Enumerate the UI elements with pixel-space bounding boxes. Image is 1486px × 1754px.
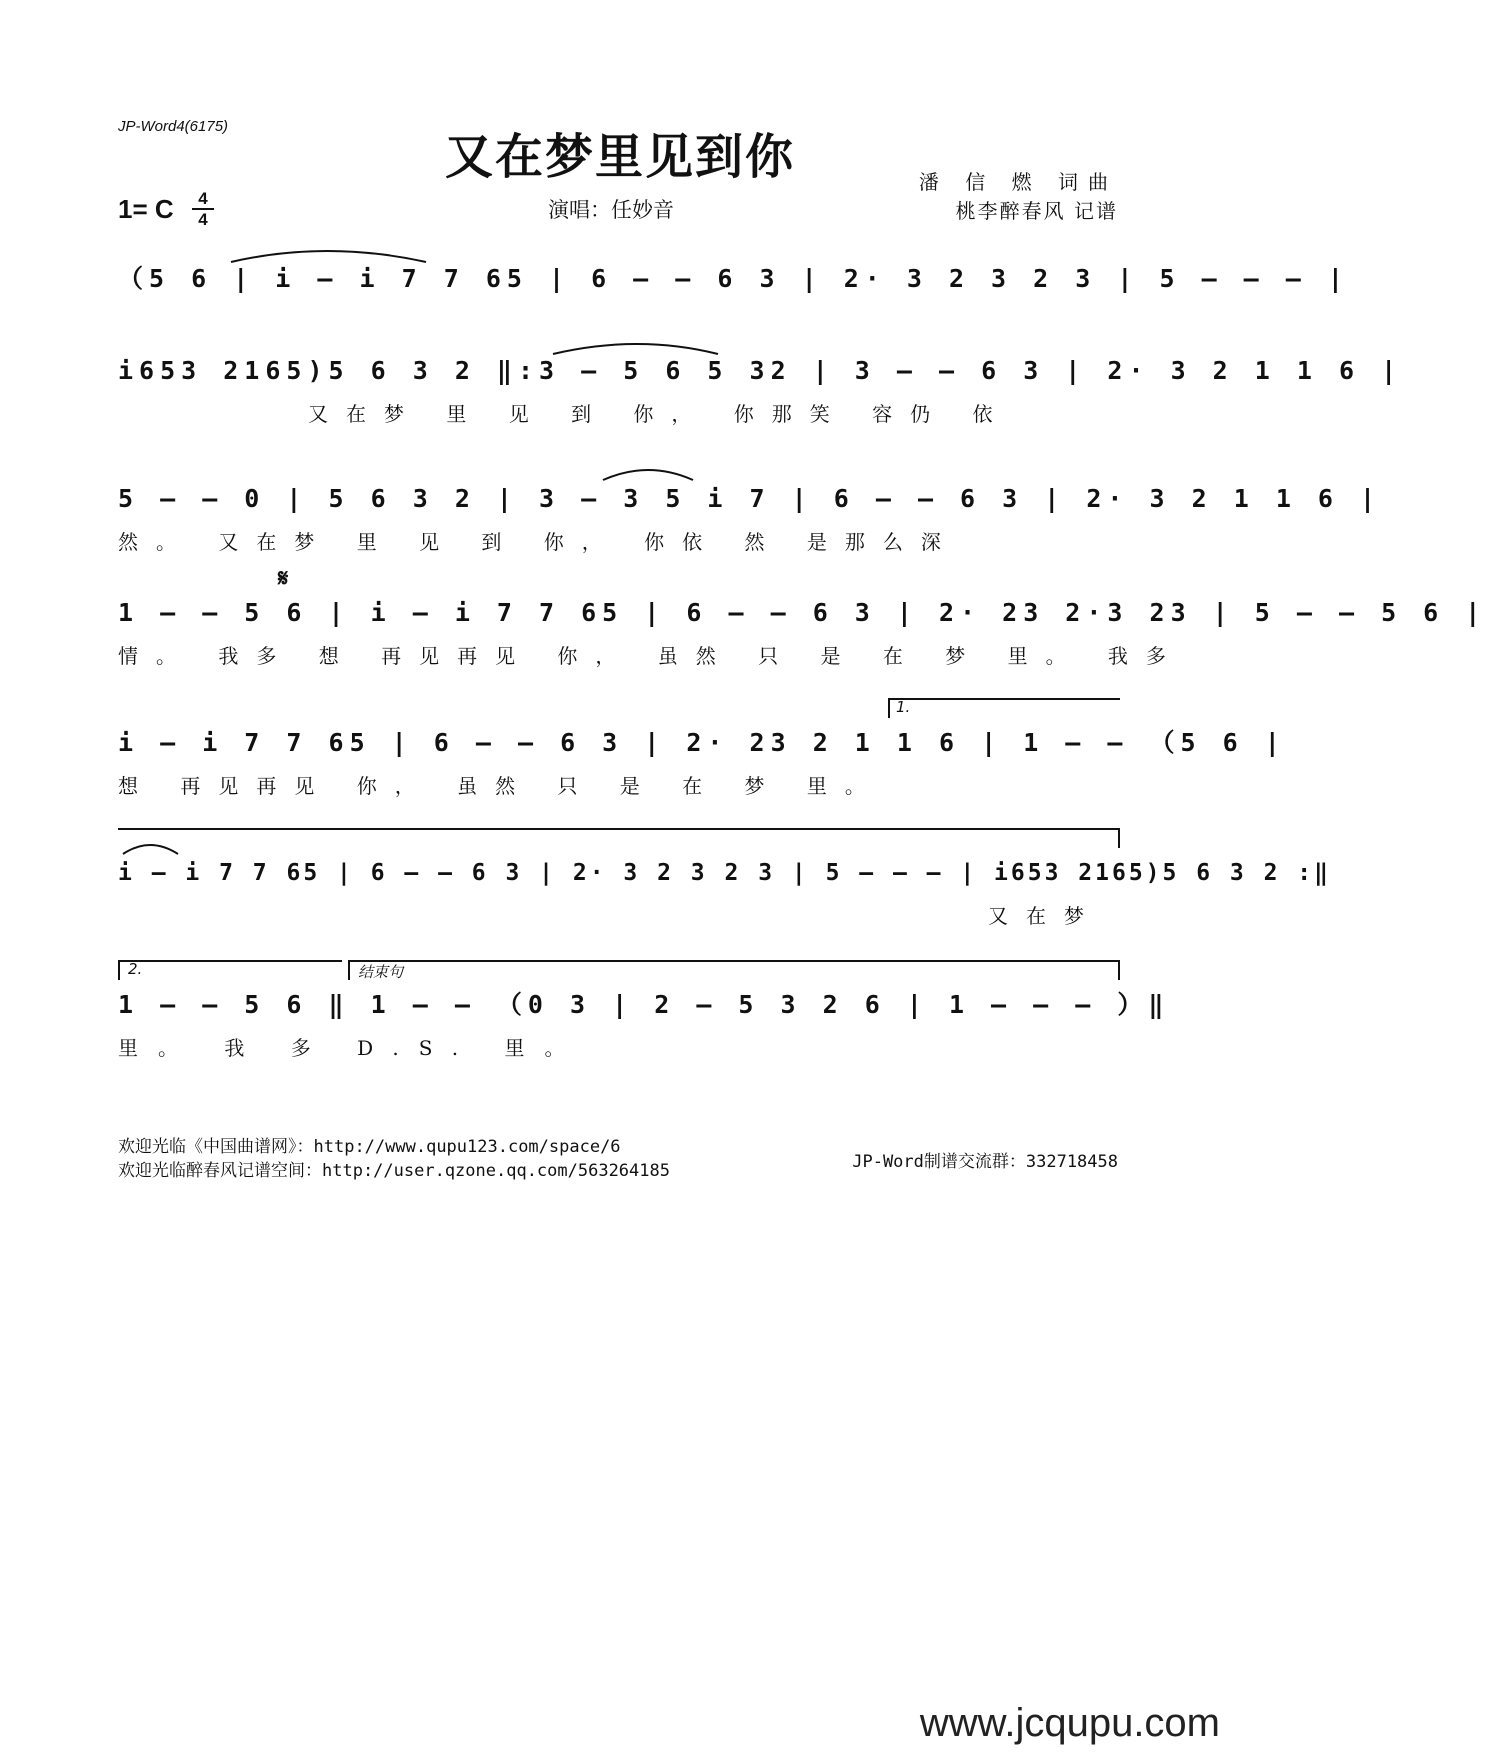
notes-line: i – i 7 7 65 | 6 – – 6 3 | 2· 3 2 3 2 3 | 5 – – – | i653 2165)5 6 3 2 :‖ — [118, 860, 1331, 886]
volta-1-bracket-edge — [888, 698, 890, 718]
ending-bracket-edge — [348, 960, 350, 980]
version-label: JP-Word4(6175) — [118, 118, 229, 135]
score-row-6 — [118, 856, 1331, 928]
notes-line: i653 2165)5 6 3 2 ‖:3 – 5 6 5 32 | 3 – – 6 3 | 2· 3 2 1 1 6 | — [118, 356, 1403, 385]
lyrics-line: 想 再见再见 你， 虽然 只 是 在 梦 里。 — [118, 774, 883, 798]
volta-2-bracket — [118, 960, 342, 962]
time-signature — [192, 190, 214, 228]
time-signature-top: 4 — [198, 189, 208, 208]
lyrics-line: 情。 我多 想 再见再见 你， 虽然 只 是 在 梦 里。 我多 — [118, 644, 1184, 668]
segno-mark: 𝄋 — [278, 564, 289, 592]
time-signature-bottom: 4 — [198, 210, 208, 229]
slur-mark — [226, 248, 436, 264]
volta-2-bracket-edge — [118, 960, 120, 980]
notes-line: 1 – – 5 6 ‖ 1 – – （0 3 | 2 – 5 3 2 6 | 1 – – – ）‖ — [118, 990, 1170, 1019]
slur-mark — [548, 340, 728, 356]
singer-credit: 演唱：任妙音 — [548, 198, 674, 222]
score-row-4 — [118, 564, 1486, 668]
lyrics-line: 又在梦 — [988, 904, 1102, 928]
key-signature: 1= C — [118, 194, 174, 224]
volta-1-label: 1. — [896, 698, 911, 716]
composer-credit: 潘 信 燃 词曲 — [918, 170, 1118, 194]
volta-1-bracket — [888, 698, 1120, 700]
ending-bracket — [348, 960, 1120, 962]
score-row-3 — [118, 482, 1382, 554]
score-row-1 — [118, 262, 1349, 296]
score-row-2 — [118, 354, 1403, 426]
repeat-bracket — [118, 828, 1120, 830]
footer-link-1[interactable]: 欢迎光临《中国曲谱网》：http://www.qupu123.com/space/6 — [118, 1137, 621, 1157]
footer-group: JP-Word制谱交流群：332718458 — [852, 1152, 1118, 1172]
score-row-7 — [118, 960, 1170, 1060]
score-row-5 — [118, 698, 1286, 798]
notes-line: 5 – – 0 | 5 6 3 2 | 3 – 3 5 i 7 | 6 – – 6 3 | 2· 3 2 1 1 6 | — [118, 484, 1382, 513]
notes-line: （5 6 | i – i 7 7 65 | 6 – – 6 3 | 2· 3 2 3 2 3 | 5 – – – | — [118, 264, 1349, 293]
transcriber-credit: 桃李醉春风 记谱 — [955, 199, 1118, 223]
lyrics-line: 里。 我 多 D.S. 里。 — [118, 1036, 585, 1060]
slur-mark — [118, 840, 182, 856]
ending-label: 结束句 — [358, 963, 404, 981]
notes-line: i – i 7 7 65 | 6 – – 6 3 | 2· 23 2 1 1 6 | 1 – – （5 6 | — [118, 728, 1286, 757]
ending-bracket-edge — [1118, 960, 1120, 980]
footer-link-2[interactable]: 欢迎光临醉春风记谱空间：http://user.qzone.qq.com/563264185 — [118, 1161, 670, 1181]
song-title: 又在梦里见到你 — [444, 129, 795, 185]
lyrics-line: 然。 又在梦 里 见 到 你， 你依 然 是那么深 — [118, 530, 959, 554]
volta-2-label: 2. — [128, 960, 143, 978]
watermark: www.jcqupu.com — [919, 1701, 1220, 1745]
notes-line: 1 – – 5 6 | i – i 7 7 65 | 6 – – 6 3 | 2· 23 2·3 23 | 5 – – 5 6 | — [118, 598, 1486, 627]
repeat-bracket-edge — [1118, 828, 1120, 848]
slur-mark — [598, 466, 698, 482]
lyrics-line: 又在梦 里 见 到 你， 你那笑 容仍 依 — [308, 402, 1011, 426]
